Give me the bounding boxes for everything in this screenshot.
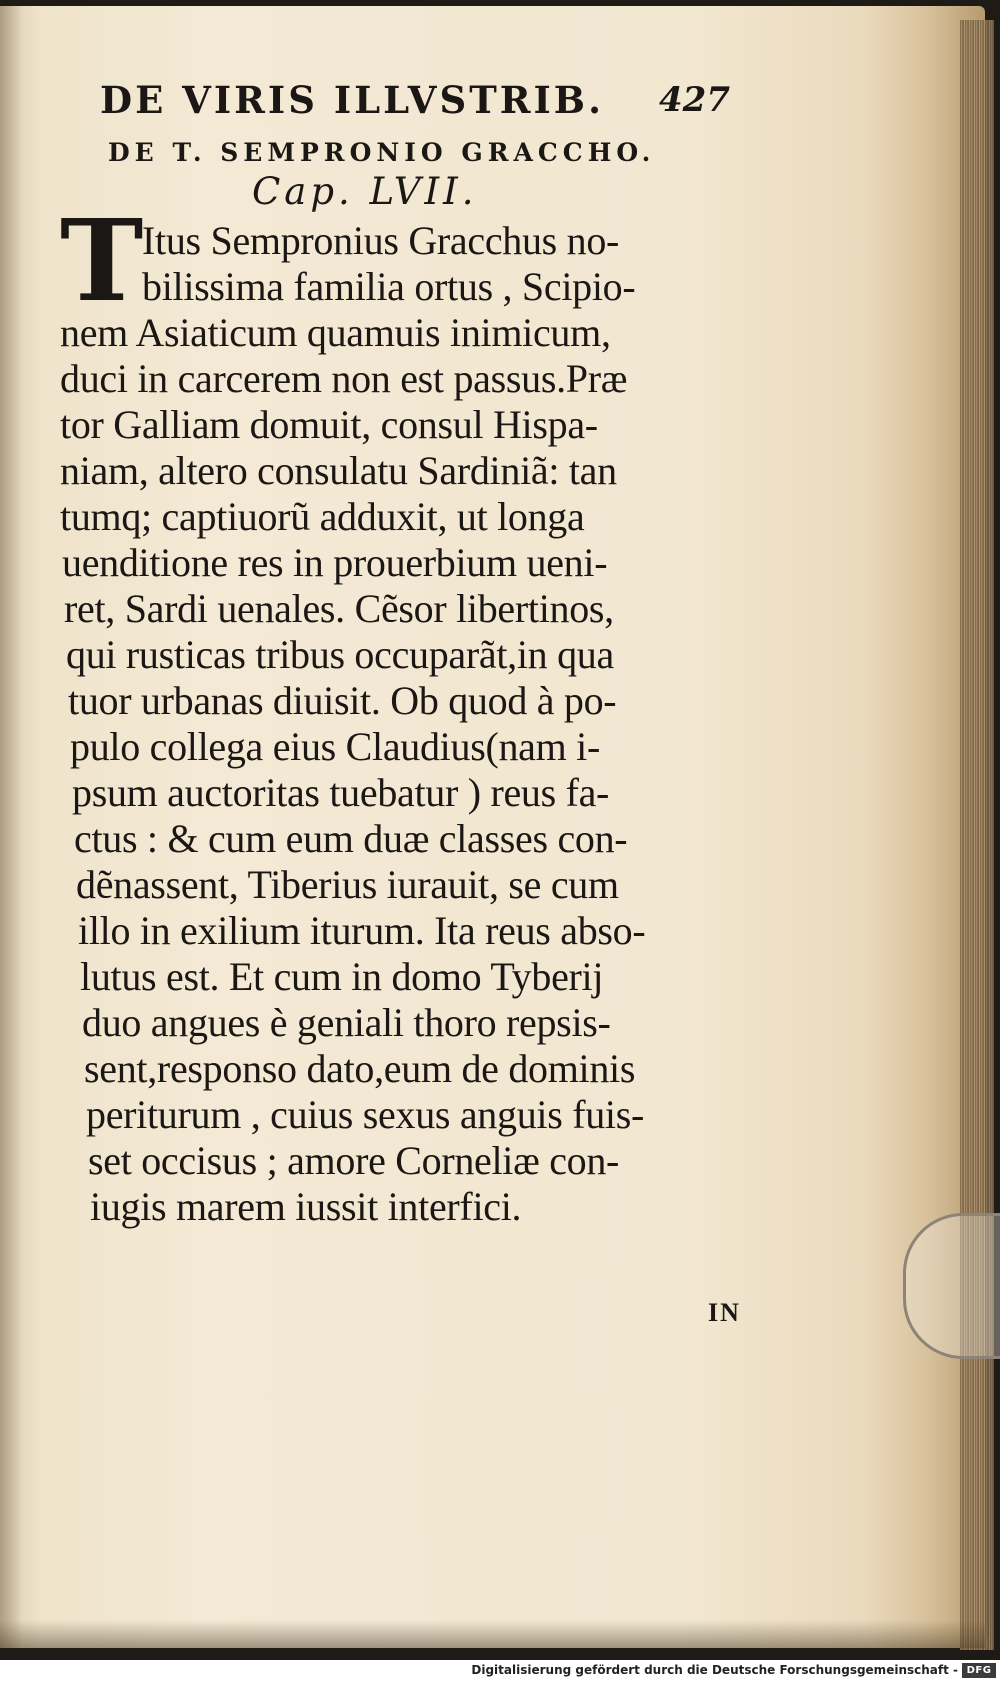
text-line: iugis marem iussit interfici. <box>90 1184 522 1229</box>
text-line: periturum , cuius sexus anguis fuis- <box>86 1092 645 1137</box>
page-clip <box>903 1213 1000 1359</box>
chapter-title: DE T. SEMPRONIO GRACCHO. <box>108 138 656 167</box>
bottom-shade <box>0 1620 985 1648</box>
text-line: tor Galliam domuit, consul Hispa- <box>60 402 598 447</box>
catchword: IN <box>708 1298 741 1327</box>
text-line: lutus est. Et cum in domo Tyberij <box>80 954 604 999</box>
text-line: set occisus ; amore Corneliæ con- <box>88 1138 620 1183</box>
digitization-footer <box>0 1660 1000 1682</box>
gutter-shadow <box>0 6 22 1648</box>
chapter-number: Cap. LVII. <box>252 170 478 213</box>
dfg-logo-icon: DFG <box>962 1663 996 1678</box>
text-line: ret, Sardi uenales. Cẽsor libertinos, <box>64 586 614 631</box>
drop-cap: T <box>60 196 144 327</box>
page-header <box>100 78 730 128</box>
text-line: Itus Sempronius Gracchus no- <box>142 218 620 263</box>
text-line: pulo collega eius Claudius(nam i- <box>70 724 600 769</box>
text-line: niam, altero consulatu Sardiniã: tan <box>60 448 617 493</box>
running-title: DE VIRIS ILLVSTRIB. <box>100 78 604 122</box>
text-line: bilissima familia ortus , Scipio- <box>142 264 636 309</box>
text-line: sent,responso dato,eum de dominis <box>84 1046 636 1091</box>
page-edges <box>960 20 994 1650</box>
text-line: duo angues è geniali thoro repsis- <box>82 1000 611 1045</box>
text-line: uenditione res in prouerbium ueni- <box>62 540 608 585</box>
text-line: tuor urbanas diuisit. Ob quod à po- <box>68 678 617 723</box>
page-number: 427 <box>659 80 730 120</box>
text-line: tumq; captiuorũ adduxit, ut longa <box>60 494 585 539</box>
text-line: duci in carcerem non est passus.Præ <box>60 356 628 401</box>
text-line: qui rusticas tribus occuparãt,in qua <box>66 632 614 677</box>
text-line: dẽnassent, Tiberius iurauit, se cum <box>76 862 619 907</box>
text-line: nem Asiaticum quamuis inimicum, <box>60 310 611 355</box>
funding-credit: Digitalisierung gefördert durch die Deutsche Forschungsgemeinschaft - <box>471 1663 958 1677</box>
text-line: illo in exilium iturum. Ita reus abso- <box>78 908 646 953</box>
text-line: psum auctoritas tuebatur ) reus fa- <box>72 770 610 815</box>
text-line: ctus : & cum eum duæ classes con- <box>74 816 628 861</box>
